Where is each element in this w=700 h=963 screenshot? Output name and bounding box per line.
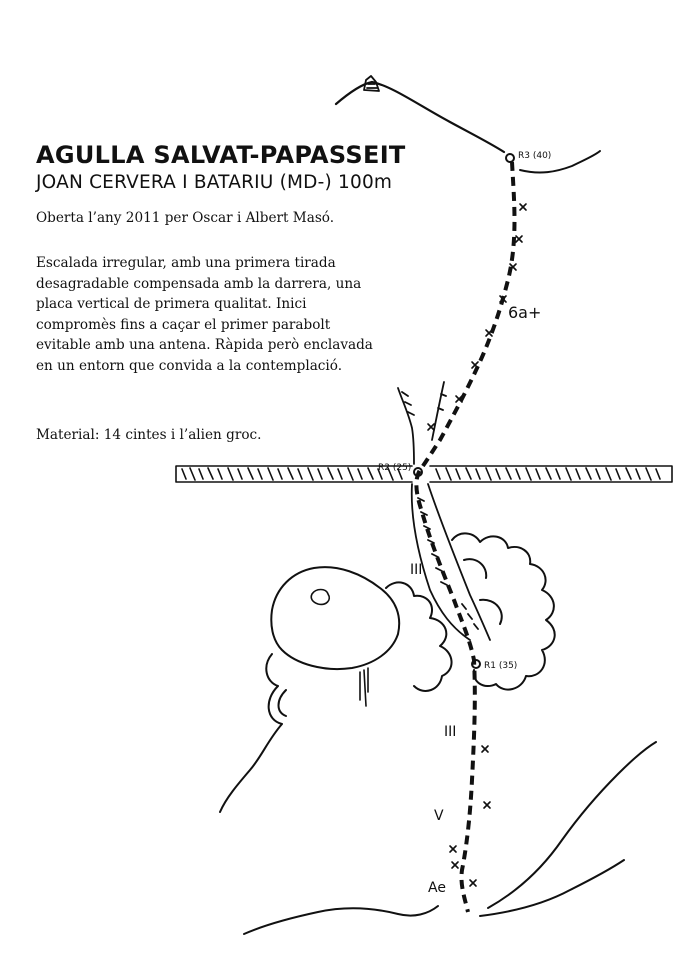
route-title: AGULLA SALVAT-PAPASSEIT — [36, 141, 406, 169]
grade-pitch-3: 6a+ — [508, 303, 542, 322]
material-info: Material: 14 cintes i l’alien groc. — [36, 427, 262, 443]
right-slope — [480, 742, 656, 916]
grade-pitch-1b: V — [434, 808, 444, 824]
upper-gully — [398, 382, 446, 464]
left-slope — [244, 906, 438, 934]
opening-info: Oberta l’any 2011 per Oscar i Albert Masó. — [36, 210, 335, 226]
rock-shading — [360, 668, 368, 706]
left-bushes — [220, 582, 452, 812]
rock-hole — [311, 590, 329, 605]
belay-r3-ring — [506, 154, 514, 162]
belay-r2-label: R2 (25) — [378, 463, 412, 473]
belay-r3-label: R3 (40) — [518, 151, 552, 161]
belay-r1-label: R1 (35) — [484, 661, 518, 671]
route-subtitle: JOAN CERVERA I BATARIU (MD-) 100m — [36, 172, 393, 193]
route-description: Escalada irregular, amb una primera tirada desagradable compensada amb la darrera, una placa vertical de primera qualitat. Inici compromès fins a caçar el primer parabolt evitable amb una antena. Ràpida però enclavada en un entorn que convida a la contemplació. — [36, 255, 373, 374]
grade-pitch-1c: Ae — [428, 880, 446, 896]
ledge-band — [176, 466, 672, 482]
grade-pitch-1a: III — [444, 724, 457, 740]
grade-pitch-2: III — [410, 562, 423, 578]
left-rock — [271, 567, 399, 669]
